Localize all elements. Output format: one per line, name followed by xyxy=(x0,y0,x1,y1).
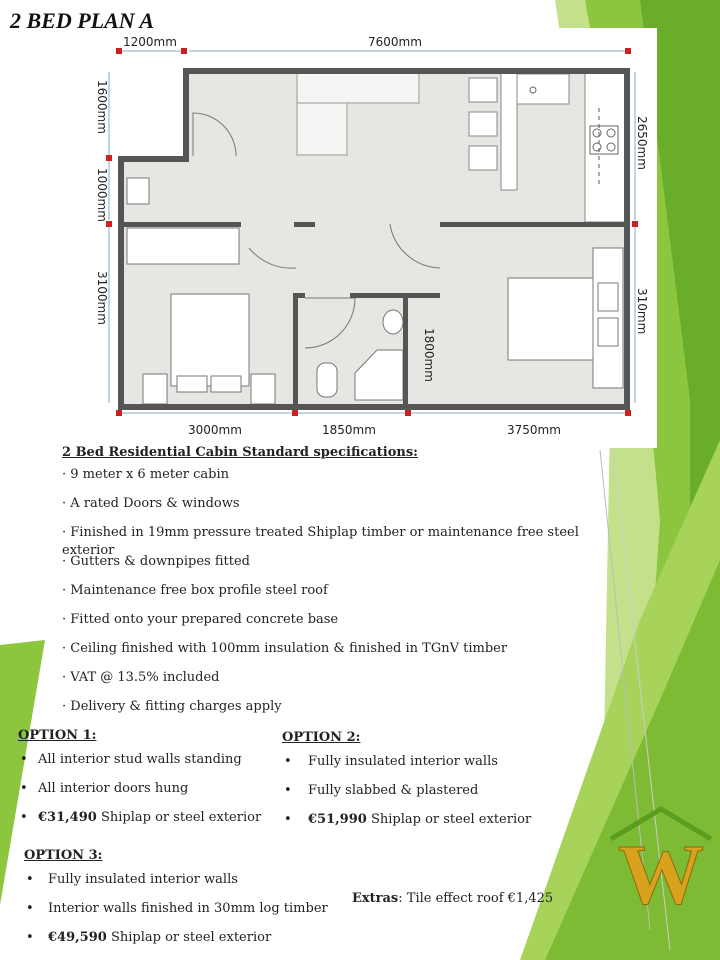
bar-stool xyxy=(469,112,497,136)
dim-inner: 1800mm xyxy=(422,328,436,382)
option-2-list xyxy=(282,753,582,840)
option-1 xyxy=(18,728,278,838)
option-item: • All interior stud walls standing xyxy=(18,751,278,780)
bar-stool xyxy=(469,146,497,170)
spec-item: · Gutters & downpipes fitted xyxy=(62,553,622,582)
spec-list xyxy=(62,466,622,727)
dim-left-2: 1000mm xyxy=(95,168,109,222)
option-3-price: €49,590 xyxy=(48,930,107,945)
spec-item: · Fitted onto your prepared concrete base xyxy=(62,611,622,640)
extras-label: Extras xyxy=(352,891,399,906)
spec-item: · Maintenance free box profile steel roof xyxy=(62,582,622,611)
spec-item: · Ceiling finished with 100mm insulation & finished in TGnV timber xyxy=(62,640,622,669)
option-item: • Fully slabbed & plastered xyxy=(282,782,582,811)
bed xyxy=(508,278,594,360)
dim-right-1: 2650mm xyxy=(635,116,649,170)
logo-letter: W xyxy=(618,826,704,910)
extras-text: : Tile effect roof €1,425 xyxy=(398,891,554,906)
option-2-price: €51,990 xyxy=(308,812,367,827)
dim-bottom-3: 3750mm xyxy=(507,423,561,437)
option-item: • Interior walls finished in 30mm log timber xyxy=(24,900,354,929)
option-price-item xyxy=(18,809,278,838)
option-3-heading: OPTION 3: xyxy=(24,848,103,863)
option-1-price: €31,490 xyxy=(38,810,97,825)
page-title: 2 BED PLAN A xyxy=(10,8,155,33)
toilet xyxy=(317,363,337,397)
wardrobe xyxy=(127,228,239,264)
dim-bottom-1: 3000mm xyxy=(188,423,242,437)
dim-right-2: 310mm xyxy=(635,288,649,335)
bed xyxy=(171,294,249,386)
option-item: • All interior doors hung xyxy=(18,780,278,809)
bar-stool xyxy=(469,78,497,102)
option-1-list xyxy=(18,751,278,838)
option-3 xyxy=(24,848,354,958)
option-price-text: Shiplap or steel exterior xyxy=(366,812,532,827)
option-item: • Fully insulated interior walls xyxy=(282,753,582,782)
spec-item: · VAT @ 13.5% included xyxy=(62,669,622,698)
company-logo xyxy=(605,805,717,910)
option-2 xyxy=(282,730,582,840)
spec-item: · A rated Doors & windows xyxy=(62,495,622,524)
spec-heading: 2 Bed Residential Cabin Standard specifications: xyxy=(62,445,418,460)
dim-left-1: 1600mm xyxy=(95,80,109,134)
option-2-heading: OPTION 2: xyxy=(282,730,361,745)
basin xyxy=(383,310,403,334)
floor-plan xyxy=(85,28,657,448)
spec-item: · Delivery & fitting charges apply xyxy=(62,698,622,727)
spec-item: · 9 meter x 6 meter cabin xyxy=(62,466,622,495)
option-1-heading: OPTION 1: xyxy=(18,728,97,743)
option-price-item xyxy=(282,811,582,840)
option-price-text: Shiplap or steel exterior xyxy=(96,810,262,825)
kitchen-counter xyxy=(501,72,517,190)
dim-left-3: 3100mm xyxy=(95,271,109,325)
option-3-list xyxy=(24,871,354,958)
option-price-text: Shiplap or steel exterior xyxy=(106,930,272,945)
floor-plan-drawing xyxy=(85,28,657,448)
dim-bottom-2: 1850mm xyxy=(322,423,376,437)
sink xyxy=(517,74,569,104)
washing-machine xyxy=(127,178,149,204)
dim-top-2: 7600mm xyxy=(368,35,422,49)
option-item: • Fully insulated interior walls xyxy=(24,871,354,900)
extras-note xyxy=(352,891,553,906)
option-price-item xyxy=(24,929,354,958)
spec-item: · Finished in 19mm pressure treated Shiplap timber or maintenance free steel exterior xyxy=(62,524,622,553)
sofa xyxy=(297,73,419,103)
dim-top-1: 1200mm xyxy=(123,35,177,49)
standard-specifications xyxy=(62,445,622,727)
